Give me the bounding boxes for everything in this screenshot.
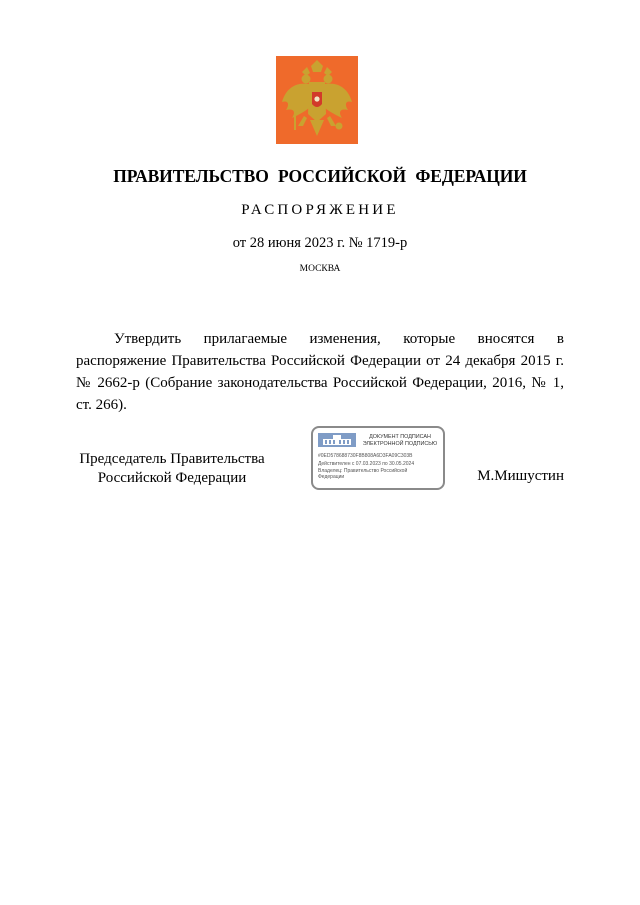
document-city: МОСКВА [299,264,341,274]
stamp-certificate: #0ED578688730F8B808A6D3FA09C303B [318,453,413,459]
double-headed-eagle-icon [276,56,358,144]
stamp-owner-line-2: Федерации [318,474,345,480]
document-type: РАСПОРЯЖЕНИЕ [241,202,399,218]
order-paragraph: Утвердить прилагаемые изменения, которые вносятся в распоряжение Правительства Российской Федерации от 24 декабря 2015 г. № 2662-р (Собрание законодательства Российской Федерации, 2016, № 1, ст. 266). [76,331,564,413]
stamp-title-line-1: ДОКУМЕНТ ПОДПИСАН [369,434,431,440]
state-emblem [276,56,358,144]
electronic-signature-stamp [311,426,445,490]
stamp-owner-line-1: Владелец: Правительство Российской [318,468,408,474]
government-building-icon [318,433,356,447]
stamp-title [357,434,443,447]
signer-position-line-1: Председатель Правительства [79,451,265,467]
stamp-title-line-2: ЭЛЕКТРОННОЙ ПОДПИСЬЮ [362,440,438,447]
document-date-number: от 28 июня 2023 г. № 1719-р [232,235,408,251]
organization-title: ПРАВИТЕЛЬСТВО РОССИЙСКОЙ ФЕДЕРАЦИИ [113,166,527,186]
signer-position-line-2: Российской Федерации [97,470,247,486]
stamp-validity: Действителен с 07.03.2023 по 30.05.2024 [318,461,415,467]
signer-position [70,450,274,488]
signer-name: М.Мишустин [477,468,564,484]
